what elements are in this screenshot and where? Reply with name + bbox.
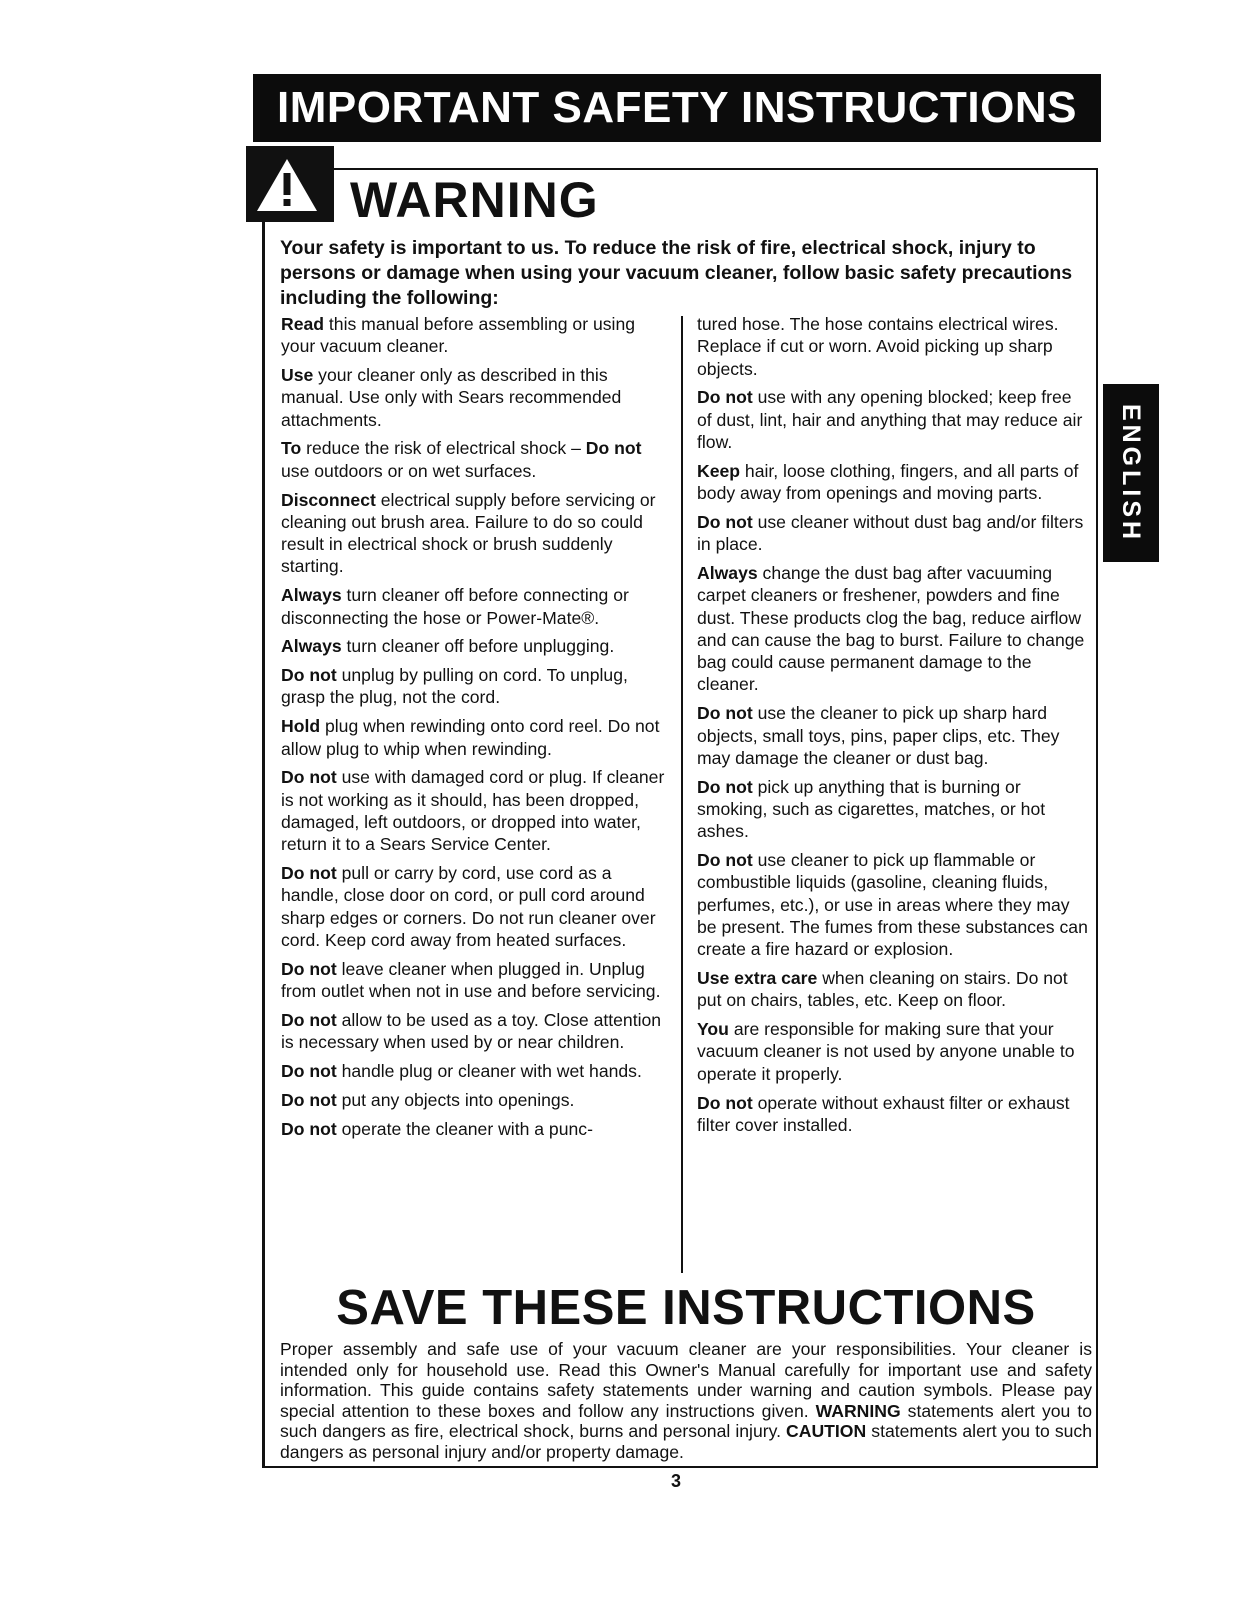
instruction-item [281, 1118, 669, 1140]
instruction-lead: Do not [697, 387, 753, 408]
instruction-text: leave cleaner when plugged in. Unplug from outlet when not in use and before servicing. [281, 958, 661, 1002]
instruction-lead: Do not [281, 1009, 337, 1030]
instruction-item [281, 862, 669, 951]
instruction-item [281, 489, 669, 578]
instruction-lead: Keep [697, 460, 741, 481]
instruction-item [281, 664, 669, 709]
language-side-tab [1103, 384, 1159, 562]
instruction-text: use cleaner without dust bag and/or filters in place. [697, 511, 1084, 555]
instruction-text: pull or carry by cord, use cord as a handle, close door on cord, or pull cord around sharp edges or corners. Do not run cleaner over cord. Keep cord away from heated surfaces. [281, 863, 656, 950]
instruction-item [281, 766, 669, 855]
instruction-item [697, 967, 1089, 1012]
responsibility-text-1: Proper assembly and safe use of your vacuum cleaner are your responsibilities. Your cleaner is intended only for household use. Read this Owner's Manual carefully for important use and safety information. This guide contains safety statements under warning and caution symbols. Please pay special attention to these boxes and follow any instructions given. [280, 1339, 1092, 1421]
instruction-text: electrical supply before servicing or cleaning out brush area. Failure to do so could result in electrical shock or brush suddenly starting. [281, 489, 656, 577]
instruction-item [281, 715, 669, 760]
instruction-text: use outdoors or on wet surfaces. [281, 460, 537, 481]
frame-left-border [262, 218, 265, 1468]
instruction-lead: Use [281, 365, 314, 386]
instruction-item [697, 562, 1089, 696]
instruction-lead: Do not [281, 665, 337, 686]
instruction-lead: Do not [281, 863, 337, 884]
instruction-item [281, 437, 669, 482]
instruction-item [281, 1089, 669, 1111]
instruction-text: change the dust bag after vacuuming carpet cleaners or freshener, powders and fine dust. These products clog the bag, reduce airflow and can cause the bag to burst. Failure to change bag could cause permanent damage to the cleaner. [697, 562, 1085, 695]
instruction-lead: Do not [281, 1060, 337, 1081]
instruction-lead: Do not [281, 1089, 337, 1110]
instruction-lead: Do not [697, 703, 753, 724]
instruction-lead: Do not [281, 767, 337, 788]
instruction-text: this manual before assembling or using your vacuum cleaner. [281, 314, 636, 357]
instruction-text: use with any opening blocked; keep free of dust, lint, hair and anything that may reduce air flow. [697, 387, 1083, 452]
instruction-lead: Do not [585, 438, 642, 459]
instruction-lead: Hold [281, 716, 321, 737]
instruction-text: reduce the risk of electrical shock – [301, 438, 586, 459]
responsibility-paragraph [280, 1339, 1092, 1463]
instruction-lead: Disconnect [281, 489, 376, 510]
instruction-text: use the cleaner to pick up sharp hard objects, small toys, pins, paper clips, etc. They may damage the cleaner or dust bag. [697, 703, 1060, 768]
instruction-text: operate without exhaust filter or exhaust filter cover installed. [697, 1092, 1070, 1135]
instruction-item [697, 776, 1089, 843]
instruction-text: unplug by pulling on cord. To unplug, grasp the plug, not the cord. [281, 665, 628, 708]
instruction-item [697, 460, 1089, 505]
instruction-lead: Do not [697, 511, 753, 532]
warning-keyword: WARNING [815, 1400, 901, 1421]
instruction-lead: Do not [281, 1118, 337, 1139]
warning-heading: WARNING [350, 172, 599, 228]
instruction-text: hair, loose clothing, fingers, and all parts of body away from openings and moving parts. [697, 460, 1079, 504]
instruction-text: are responsible for making sure that your vacuum cleaner is not used by anyone unable to operate it properly. [697, 1019, 1075, 1084]
instruction-item [697, 1018, 1089, 1085]
instruction-item [281, 635, 669, 657]
instruction-item [281, 313, 669, 358]
left-instruction-column [281, 313, 669, 1146]
instruction-text: put any objects into openings. [336, 1089, 575, 1110]
warning-triangle-icon [254, 156, 320, 214]
instruction-lead: You [697, 1019, 729, 1040]
instruction-item [697, 702, 1089, 769]
instruction-text: use with damaged cord or plug. If cleaner is not working as it should, has been dropped, damaged, left outdoors, or dropped into water, return it to a Sears Service Center. [281, 767, 665, 855]
responsibility-text-3: statements alert you to such dangers as personal injury and/or property damage. [280, 1421, 1092, 1462]
instruction-lead: Always [281, 636, 342, 657]
instruction-text: turn cleaner off before unplugging. [341, 636, 615, 657]
responsibility-text-2: statements alert you to such dangers as fire, electrical shock, burns and personal injury. [280, 1400, 1092, 1442]
warning-intro: Your safety is important to us. To reduce the risk of fire, electrical shock, injury to persons or damage when using your vacuum cleaner, follow basic safety precautions including the following: [280, 237, 1073, 309]
instruction-text: tured hose. The hose contains electrical wires. Replace if cut or worn. Avoid picking up sharp objects. [697, 314, 1059, 379]
instruction-item [697, 386, 1089, 453]
instruction-lead: Do not [697, 1092, 753, 1113]
instruction-item [281, 584, 669, 629]
instruction-item [697, 1092, 1089, 1137]
instruction-lead: Do not [697, 776, 753, 797]
instruction-text: plug when rewinding onto cord reel. Do not allow plug to whip when rewinding. [281, 716, 660, 759]
instruction-text: turn cleaner off before connecting or disconnecting the hose or Power-Mate®. [281, 585, 629, 628]
instruction-text: handle plug or cleaner with wet hands. [336, 1060, 642, 1081]
caution-keyword: CAUTION [786, 1421, 867, 1442]
instruction-text: pick up anything that is burning or smoking, such as cigarettes, matches, or hot ashes. [697, 776, 1046, 842]
instruction-item [697, 313, 1089, 380]
column-divider [681, 316, 683, 1273]
frame-right-border [1096, 168, 1098, 1468]
instruction-item [697, 849, 1089, 960]
save-instructions-heading: SAVE THESE INSTRUCTIONS [336, 1281, 1036, 1335]
instruction-item [281, 364, 669, 431]
frame-bottom-border [262, 1466, 1098, 1468]
instruction-item [281, 958, 669, 1003]
instruction-text: use cleaner to pick up flammable or combustible liquids (gasoline, cleaning fluids, perfumes, etc.), or use in areas where they may be present. The fumes from these substances can create a fire hazard or explosion. [697, 850, 1088, 960]
instruction-lead: Use extra care [697, 968, 818, 989]
page-banner-title: IMPORTANT SAFETY INSTRUCTIONS [253, 74, 1101, 142]
instruction-lead: Always [697, 562, 758, 583]
instruction-lead: Read [281, 314, 325, 334]
instruction-text: when cleaning on stairs. Do not put on chairs, tables, etc. Keep on floor. [697, 968, 1068, 1011]
instruction-item [281, 1060, 669, 1082]
instruction-text: allow to be used as a toy. Close attention is necessary when used by or near children. [281, 1009, 662, 1053]
instruction-text: your cleaner only as described in this manual. Use only with Sears recommended attachments. [281, 365, 622, 430]
instruction-text: operate the cleaner with a punc- [336, 1118, 593, 1139]
instruction-item [281, 1009, 669, 1054]
instruction-lead: Always [281, 585, 342, 606]
page-number: 3 [671, 1471, 682, 1491]
instruction-item [697, 511, 1089, 556]
instruction-lead: To [281, 438, 302, 459]
language-label: ENGLISH [1117, 403, 1146, 543]
right-instruction-column [697, 313, 1089, 1143]
instruction-lead: Do not [697, 850, 753, 871]
instruction-lead: Do not [281, 958, 337, 979]
